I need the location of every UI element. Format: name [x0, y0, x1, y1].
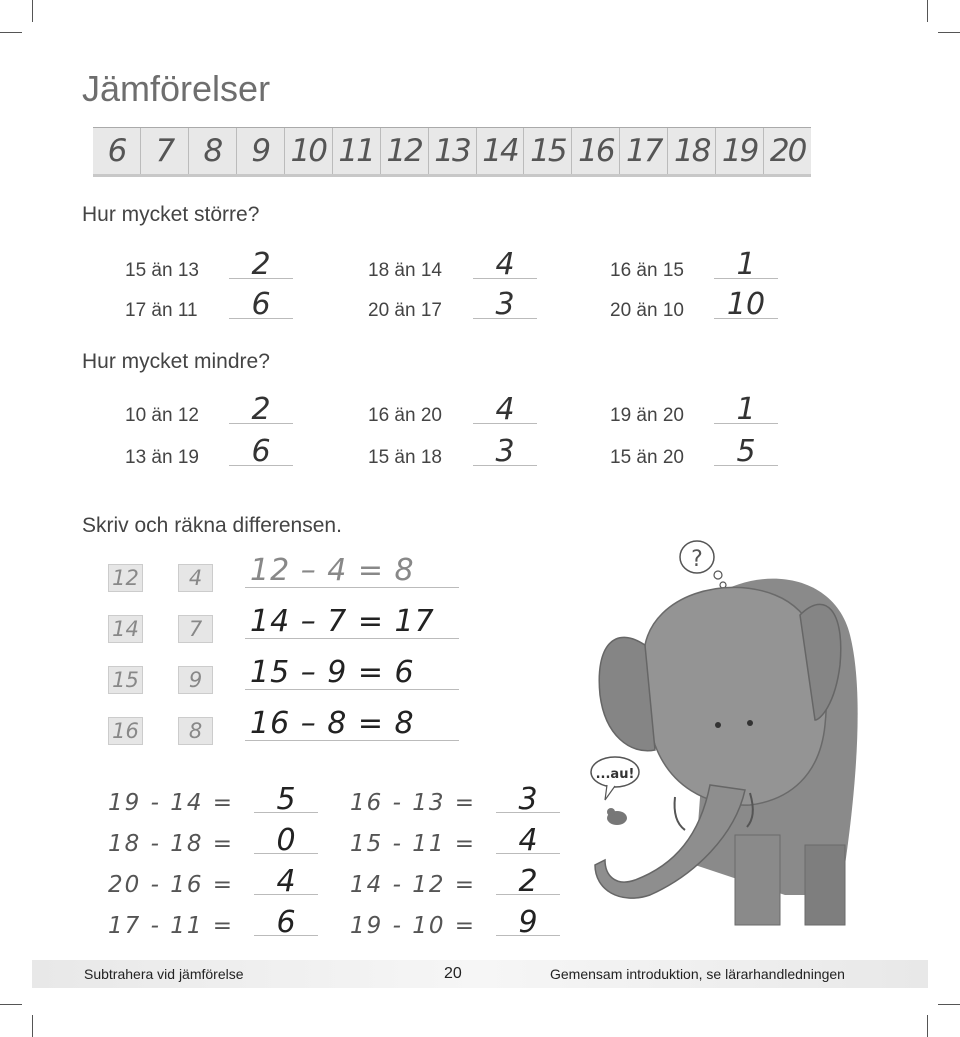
answer-line: [229, 465, 293, 466]
exercise-label: 18 än 14: [368, 260, 442, 281]
number-box: 4: [178, 564, 213, 592]
exercise-answer[interactable]: 3: [495, 434, 515, 469]
subtraction-answer[interactable]: 9: [518, 905, 538, 940]
equation-line: [245, 587, 459, 588]
subtraction-expression: 14 - 12 =: [350, 872, 477, 898]
number-line-cell: 17: [620, 128, 668, 174]
answer-line: [254, 894, 318, 895]
equation-line: [245, 638, 459, 639]
crop-mark: [32, 0, 33, 22]
exercise-answer[interactable]: 4: [495, 392, 515, 427]
crop-mark: [0, 1004, 22, 1005]
difference-equation[interactable]: 12 – 4 = 8: [250, 553, 415, 588]
exercise-label: 16 än 15: [610, 260, 684, 281]
number-box: 8: [178, 717, 213, 745]
answer-line: [473, 278, 537, 279]
page-title: Jämförelser: [82, 68, 271, 109]
answer-line: [254, 935, 318, 936]
answer-line: [714, 278, 778, 279]
exercise-answer[interactable]: 6: [251, 287, 271, 322]
exercise-answer[interactable]: 1: [736, 247, 756, 282]
equation-line: [245, 740, 459, 741]
subtraction-expression: 20 - 16 =: [108, 872, 235, 898]
exercise-label: 13 än 19: [125, 447, 199, 468]
number-line-cell: 9: [237, 128, 285, 174]
number-box: 12: [108, 564, 143, 592]
thought-bubble: [680, 541, 726, 588]
number-line-cell: 12: [381, 128, 429, 174]
answer-line: [473, 318, 537, 319]
exercise-answer[interactable]: 2: [251, 392, 271, 427]
number-line-cell: 8: [189, 128, 237, 174]
exercise-answer[interactable]: 6: [251, 434, 271, 469]
number-line-cell: 20: [769, 133, 806, 169]
crop-mark: [0, 32, 22, 33]
answer-line: [473, 465, 537, 466]
subtraction-answer[interactable]: 0: [276, 823, 296, 858]
speech-bubble: [591, 757, 639, 800]
exercise-label: 15 än 20: [610, 447, 684, 468]
number-line-cell: 15: [524, 128, 572, 174]
answer-line: [714, 318, 778, 319]
number-box: 16: [108, 717, 143, 745]
exercise-label: 10 än 12: [125, 405, 199, 426]
mouse-figure: [607, 808, 627, 825]
number-line-cell: 14: [477, 128, 525, 174]
number-line-cell: 10: [285, 128, 333, 174]
subtraction-answer[interactable]: 3: [518, 782, 538, 817]
answer-line: [229, 278, 293, 279]
subtraction-expression: 17 - 11 =: [108, 913, 235, 939]
subtraction-expression: 18 - 18 =: [108, 831, 235, 857]
page-footer: [32, 960, 928, 988]
crop-mark: [938, 32, 960, 33]
number-box: 7: [178, 615, 213, 643]
number-box: 14: [108, 615, 143, 643]
footer-topic: Subtrahera vid jämförelse: [84, 966, 244, 982]
page-number: 20: [444, 965, 462, 982]
answer-line: [714, 465, 778, 466]
number-line-cell: 11: [333, 128, 381, 174]
answer-line: [496, 894, 560, 895]
exercise-label: 16 än 20: [368, 405, 442, 426]
difference-equation[interactable]: 15 – 9 = 6: [250, 655, 415, 690]
mouse-exclamation: ...au!: [595, 767, 635, 782]
number-line-cell: 7: [141, 128, 189, 174]
number-box: 15: [108, 666, 143, 694]
answer-line: [496, 812, 560, 813]
answer-line: [254, 853, 318, 854]
crop-mark: [32, 1015, 33, 1037]
answer-line: [714, 423, 778, 424]
section-heading-smaller: Hur mycket mindre?: [82, 350, 270, 373]
number-line: [93, 127, 811, 177]
number-line-cell: 18: [668, 128, 716, 174]
crop-mark: [927, 1015, 928, 1037]
subtraction-answer[interactable]: 2: [518, 864, 538, 899]
elephant-illustration: [575, 535, 960, 955]
exercise-answer[interactable]: 5: [736, 434, 756, 469]
crop-mark: [927, 0, 928, 22]
exercise-answer[interactable]: 3: [495, 287, 515, 322]
exercise-label: 20 än 10: [610, 300, 684, 321]
equation-line: [245, 689, 459, 690]
exercise-answer[interactable]: 10: [726, 287, 766, 322]
exercise-label: 15 än 18: [368, 447, 442, 468]
subtraction-answer[interactable]: 4: [518, 823, 538, 858]
subtraction-answer[interactable]: 5: [276, 782, 296, 817]
question-mark: ?: [691, 547, 703, 572]
crop-mark: [938, 1004, 960, 1005]
number-line-cell: 16: [572, 128, 620, 174]
exercise-answer[interactable]: 1: [736, 392, 756, 427]
answer-line: [229, 318, 293, 319]
exercise-label: 17 än 11: [125, 300, 198, 321]
answer-line: [496, 935, 560, 936]
exercise-label: 19 än 20: [610, 405, 684, 426]
subtraction-expression: 19 - 10 =: [350, 913, 477, 939]
answer-line: [496, 853, 560, 854]
subtraction-expression: 15 - 11 =: [350, 831, 477, 857]
difference-equation[interactable]: 16 – 8 = 8: [250, 706, 415, 741]
answer-line: [473, 423, 537, 424]
section-heading-difference: Skriv och räkna differensen.: [82, 514, 342, 537]
number-box: 9: [178, 666, 213, 694]
exercise-answer[interactable]: 2: [251, 247, 271, 282]
difference-equation[interactable]: 14 – 7 = 17: [250, 604, 435, 639]
subtraction-expression: 19 - 14 =: [108, 790, 235, 816]
number-line-cell: 19: [716, 128, 764, 174]
exercise-label: 20 än 17: [368, 300, 442, 321]
exercise-label: 15 än 13: [125, 260, 199, 281]
number-line-cell: 13: [429, 128, 477, 174]
section-heading-bigger: Hur mycket större?: [82, 203, 260, 226]
footer-note: Gemensam introduktion, se lärarhandledningen: [550, 966, 845, 982]
number-line-cell: 6: [93, 128, 141, 174]
subtraction-expression: 16 - 13 =: [350, 790, 477, 816]
subtraction-answer[interactable]: 6: [276, 905, 296, 940]
exercise-answer[interactable]: 4: [495, 247, 515, 282]
answer-line: [229, 423, 293, 424]
answer-line: [254, 812, 318, 813]
subtraction-answer[interactable]: 4: [276, 864, 296, 899]
